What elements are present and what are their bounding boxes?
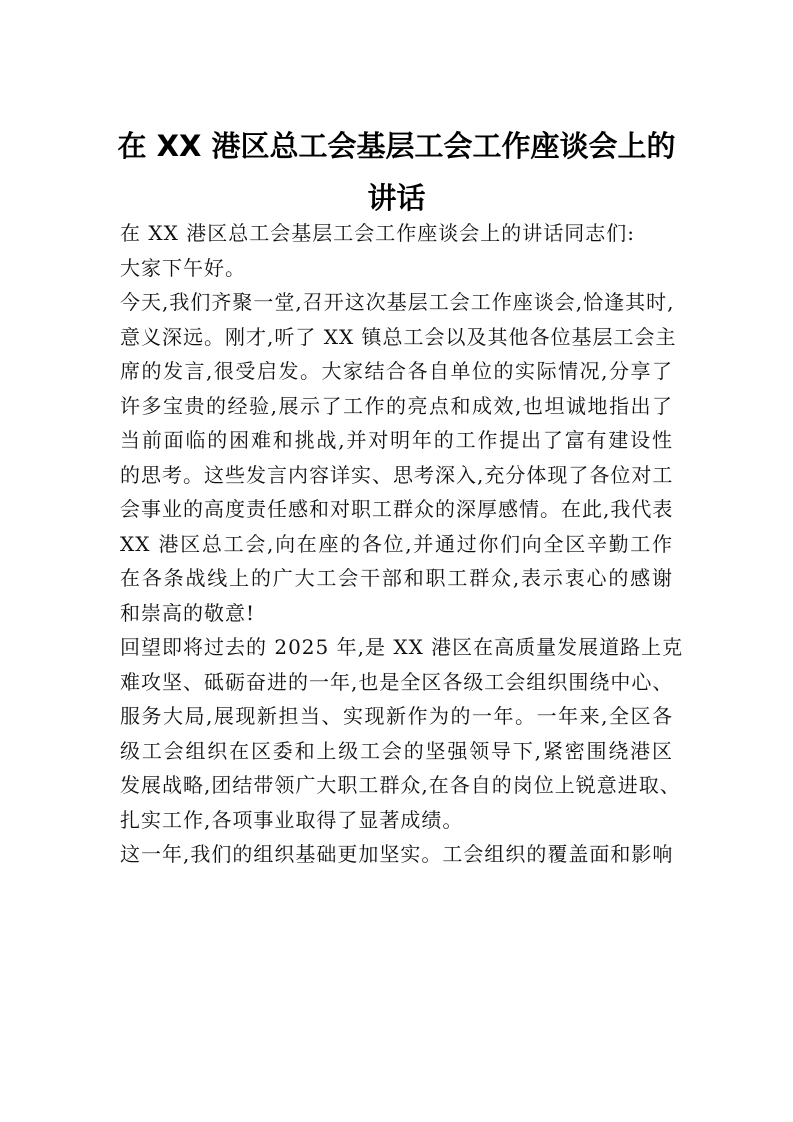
text-line: 许多宝贵的经验,展示了工作的亮点和成效,也坦诚地指出了 (120, 393, 673, 418)
document-body (120, 216, 684, 872)
text-line: 服务大局,展现新担当、实现新作为的一年。一年来,全区各 (120, 704, 673, 728)
text-line: 的思考。这些发言内容详实、思考深入,充分体现了各位对工 (120, 462, 674, 487)
text-line: 意义深远。刚才,听了 XX 镇总工会以及其他各位基层工会主 (120, 324, 677, 349)
text-line: 难攻坚、砥砺奋进的一年,也是全区各级工会组织围绕中心、 (120, 669, 674, 694)
text-line: 当前面临的困难和挑战,并对明年的工作提出了富有建设性 (120, 428, 673, 452)
text-line: 在各条战线上的广大工会干部和职工群众,表示衷心的感谢 (120, 566, 673, 590)
text-line: 今天,我们齐聚一堂,召开这次基层工会工作座谈会,恰逢其时, (120, 290, 675, 314)
text-line: 大家下午好。 (120, 255, 246, 280)
text-line: XX 港区总工会,向在座的各位,并通过你们向全区辛勤工作 (120, 531, 673, 556)
text-line: 会事业的高度责任感和对职工群众的深厚感情。在此,我代表 (120, 497, 674, 521)
text-line: 发展战略,团结带领广大职工群众,在各自的岗位上锐意进取、 (120, 773, 681, 797)
text-line: 级工会组织在区委和上级工会的坚强领导下,紧密围绕港区 (120, 738, 673, 763)
document-title (100, 120, 693, 224)
text-line: 回望即将过去的 2025 年,是 XX 港区在高质量发展道路上克 (120, 635, 684, 659)
text-line: 和崇高的敬意! (120, 600, 256, 625)
text-line: 这一年,我们的组织基础更加坚实。工会组织的覆盖面和影响 (120, 842, 674, 866)
text-line: 席的发言,很受启发。大家结合各自单位的实际情况,分享了 (120, 359, 673, 383)
text-line: 在 XX 港区总工会基层工会工作座谈会上的讲话同志们: (120, 221, 635, 245)
text-line: 扎实工作,各项事业取得了显著成绩。 (120, 807, 464, 832)
title-line-2: 讲话 (367, 181, 426, 215)
title-line-1: 在 XX 港区总工会基层工会工作座谈会上的 (117, 129, 676, 163)
